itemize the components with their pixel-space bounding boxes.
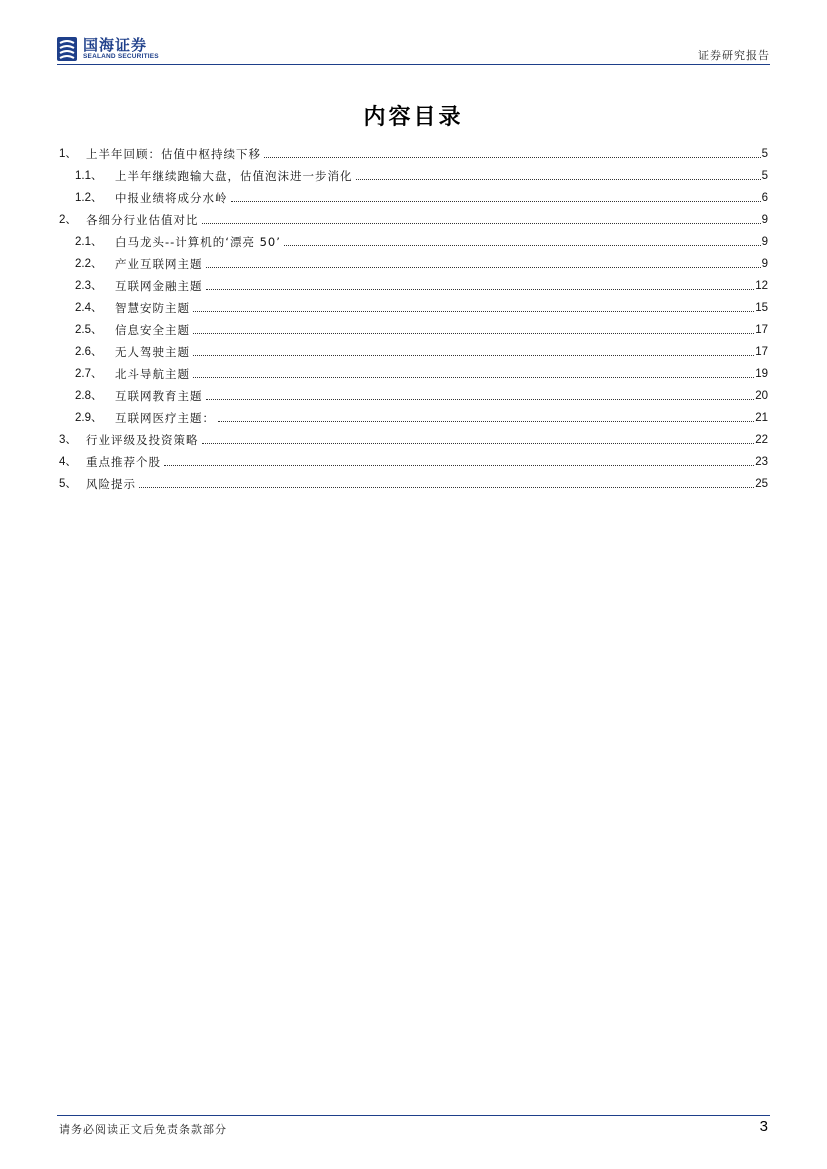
toc-entry[interactable]: [59, 447, 768, 469]
toc-entry-page: 21: [755, 412, 768, 424]
toc-leader-dots: [202, 222, 761, 224]
toc-leader-dots: [164, 464, 754, 466]
page-number: 3: [759, 1118, 768, 1135]
toc-leader-dots: [193, 376, 754, 378]
toc-leader-dots: [193, 332, 754, 334]
toc-entry-number: 2、: [59, 214, 77, 226]
toc-leader-dots: [206, 398, 755, 400]
toc-entry-page: 22: [755, 434, 768, 446]
toc-entry-title: 重点推荐个股: [86, 455, 161, 469]
toc-entry-page: 15: [755, 302, 768, 314]
toc-entry-page: 9: [761, 214, 768, 226]
toc-entry[interactable]: [59, 293, 768, 315]
toc-entry[interactable]: [59, 425, 768, 447]
toc-leader-dots: [193, 310, 754, 312]
toc-entry[interactable]: [59, 249, 768, 271]
toc-entry[interactable]: [59, 359, 768, 381]
sealand-logo-icon: [57, 37, 77, 61]
toc-leader-dots: [218, 420, 754, 422]
toc-entry[interactable]: [59, 161, 768, 183]
toc-entry-page: 19: [755, 368, 768, 380]
toc-leader-dots: [356, 178, 761, 180]
toc-entry-page: 9: [761, 258, 768, 270]
toc-entry[interactable]: [59, 469, 768, 491]
toc-entry-number: 3、: [59, 434, 77, 446]
toc-entry-number: 2.3、: [75, 280, 103, 292]
page-title: 内容目录: [363, 105, 464, 130]
toc-entry-number: 1.2、: [75, 192, 103, 204]
toc-entry-page: 17: [755, 346, 768, 358]
toc-entry[interactable]: [59, 139, 768, 161]
toc-leader-dots: [206, 266, 761, 268]
toc-entry-title: 上半年继续跑输大盘，估值泡沫进一步消化: [115, 169, 353, 183]
footer-divider: [57, 1115, 770, 1116]
toc-entry-page: 5: [761, 170, 768, 182]
toc-entry-title: 无人驾驶主题: [115, 345, 190, 359]
toc-entry-title: 信息安全主题: [115, 323, 190, 337]
toc-entry-page: 23: [755, 456, 768, 468]
toc-entry-title: 智慧安防主题: [115, 301, 190, 315]
report-type-label: 证券研究报告: [698, 49, 770, 62]
toc-entry-title: 各细分行业估值对比: [86, 213, 199, 227]
toc-entry[interactable]: [59, 381, 768, 403]
logo-english-name: SEALAND SECURITIES: [83, 53, 159, 60]
toc-entry-title: 白马龙头--计算机的‘漂亮 50’: [115, 235, 281, 249]
toc-entry-page: 5: [761, 148, 768, 160]
toc-entry-number: 5、: [59, 478, 77, 490]
toc-entry[interactable]: [59, 337, 768, 359]
toc-leader-dots: [139, 486, 754, 488]
toc-entry-title: 上半年回顾：估值中枢持续下移: [86, 147, 261, 161]
header-divider: [57, 64, 770, 65]
toc-leader-dots: [231, 200, 761, 202]
toc-entry-page: 25: [755, 478, 768, 490]
toc-entry-title: 中报业绩将成分水岭: [115, 191, 228, 205]
toc-entry-number: 1、: [59, 148, 77, 160]
toc-entry-title: 互联网金融主题: [115, 279, 203, 293]
toc-leader-dots: [193, 354, 754, 356]
toc-entry-page: 20: [755, 390, 768, 402]
toc-entry-number: 1.1、: [75, 170, 103, 182]
toc-leader-dots: [202, 442, 755, 444]
toc-entry-number: 2.6、: [75, 346, 103, 358]
toc-entry-page: 12: [755, 280, 768, 292]
toc-entry[interactable]: [59, 271, 768, 293]
toc-leader-dots: [206, 288, 755, 290]
toc-entry-page: 17: [755, 324, 768, 336]
toc-entry-number: 4、: [59, 456, 77, 468]
toc-entry-number: 2.2、: [75, 258, 103, 270]
toc-entry-title: 产业互联网主题: [115, 257, 203, 271]
toc-entry-page: 6: [761, 192, 768, 204]
toc-entry[interactable]: [59, 227, 768, 249]
toc-entry-title: 行业评级及投资策略: [86, 433, 199, 447]
toc-entry-number: 2.5、: [75, 324, 103, 336]
toc-entry[interactable]: [59, 403, 768, 425]
company-logo: [57, 33, 159, 65]
toc-entry-number: 2.4、: [75, 302, 103, 314]
toc-entry-title: 互联网教育主题: [115, 389, 203, 403]
disclaimer-note: 请务必阅读正文后免责条款部分: [59, 1123, 227, 1136]
toc-entry-title: 风险提示: [86, 477, 136, 491]
toc-entry-title: 北斗导航主题: [115, 367, 190, 381]
toc-entry-title: 互联网医疗主题：: [115, 411, 215, 425]
toc-leader-dots: [264, 156, 761, 158]
toc-entry[interactable]: [59, 205, 768, 227]
toc-entry[interactable]: [59, 183, 768, 205]
toc-entry-number: 2.1、: [75, 236, 103, 248]
logo-chinese-name: 国海证券: [83, 36, 148, 54]
table-of-contents: [59, 139, 768, 491]
page-header: [57, 33, 770, 65]
toc-leader-dots: [284, 244, 761, 246]
toc-entry-number: 2.9、: [75, 412, 103, 424]
toc-entry[interactable]: [59, 315, 768, 337]
toc-entry-page: 9: [761, 236, 768, 248]
toc-entry-number: 2.7、: [75, 368, 103, 380]
toc-entry-number: 2.8、: [75, 390, 103, 402]
